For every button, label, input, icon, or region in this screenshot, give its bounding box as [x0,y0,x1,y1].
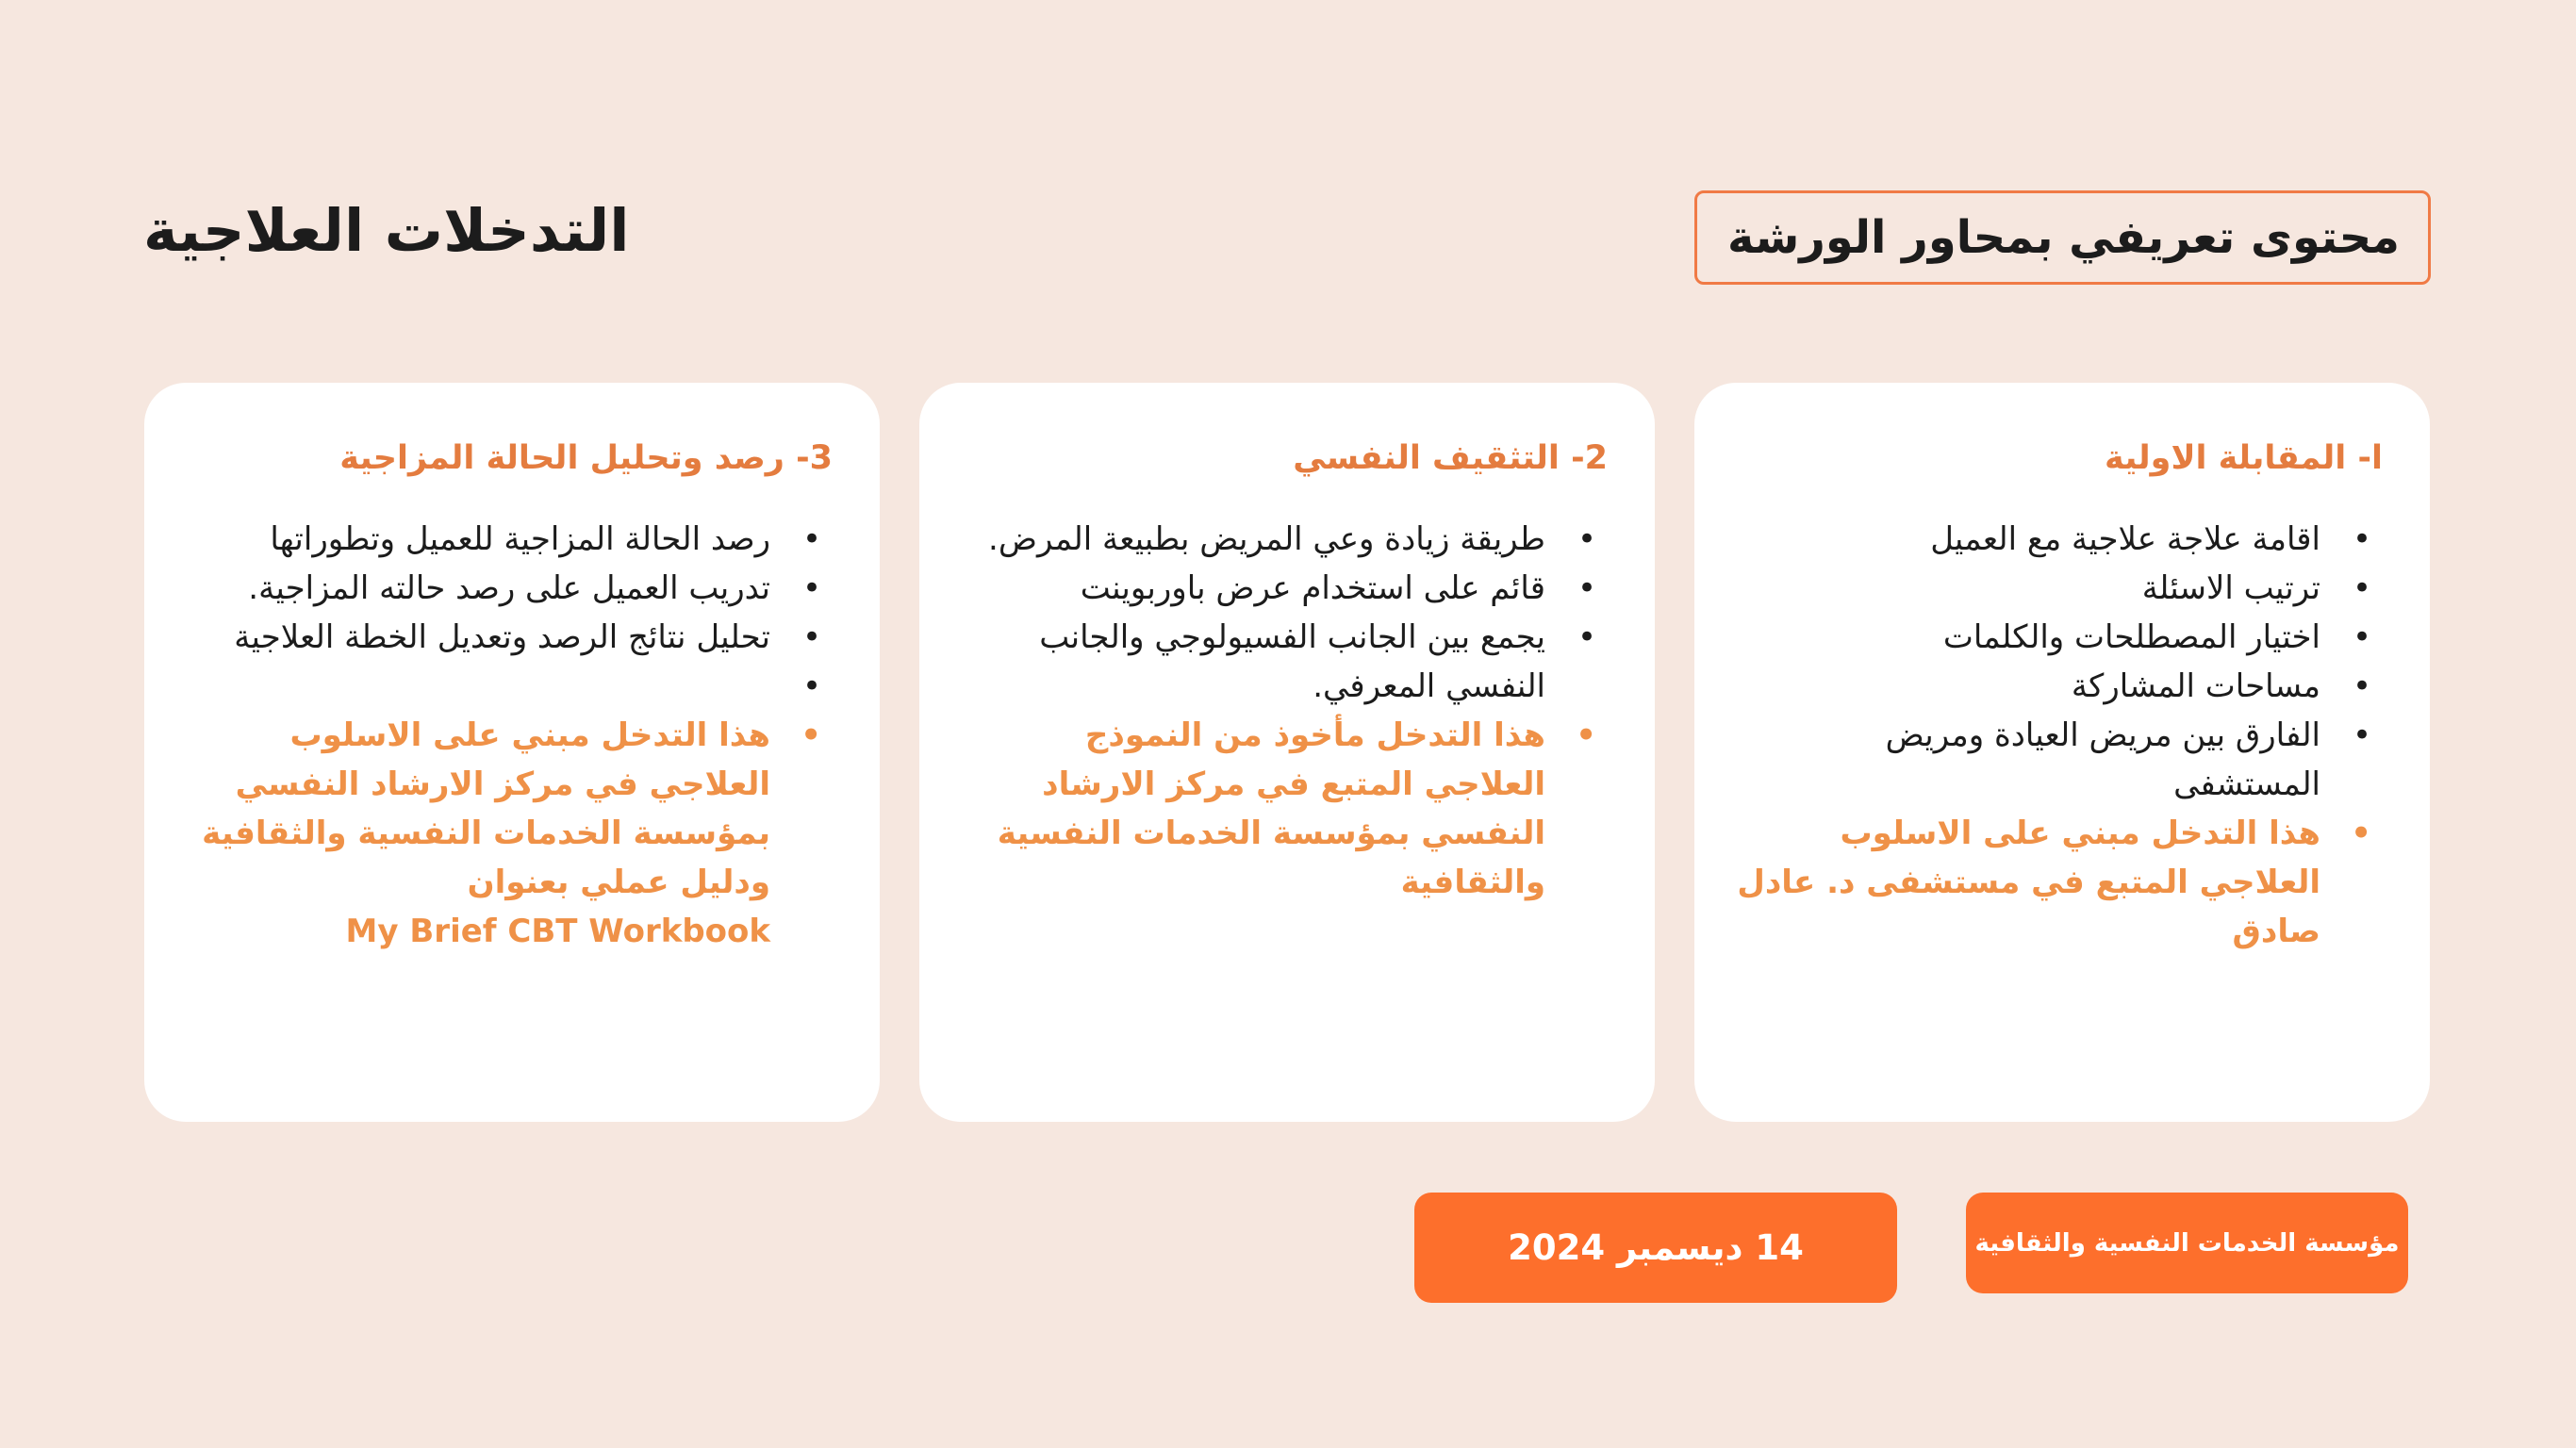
list-item: • تحليل نتائج الرصد وتعديل الخطة العلاجية [182,613,831,662]
list-item: • الفارق بين مريض العيادة ومريض المستشفى [1732,711,2381,809]
card-bullet-list [1732,515,2381,956]
page-title: التدخلات العلاجية [143,196,630,265]
list-item: • رصد الحالة المزاجية للعميل وتطوراتها [182,515,831,564]
list-item: • يجمع بين الجانب الفسيولوجي والجانب النفسي المعرفي. [957,613,1606,711]
list-item: • اختيار المصطلحات والكلمات [1732,613,2381,662]
workbook-title: My Brief CBT Workbook [345,913,770,950]
list-item: • اقامة علاجة علاجية مع العميل [1732,515,2381,564]
date-badge: 14 ديسمبر 2024 [1414,1193,1897,1303]
intervention-note: • هذا التدخل مبني على الاسلوب العلاجي المتبع في مستشفى د. عادل صادق [1732,809,2381,956]
card-title: ا- المقابلة الاولية [2105,439,2383,477]
card-initial-interview [1694,383,2430,1122]
intervention-note: • هذا التدخل مأخوذ من النموذج العلاجي المتبع في مركز الارشاد النفسي بمؤسسة الخدمات النفسية والثقافية [957,711,1606,907]
intervention-note-text: هذا التدخل مبني على الاسلوب العلاجي في مركز الارشاد النفسي بمؤسسة الخدمات النفسية والثقافية ودليل عملي بعنوان [202,716,770,901]
list-item: • تدريب العميل على رصد حالته المزاجية. [182,564,831,613]
card-bullet-list [957,515,1606,907]
intervention-note [182,711,831,956]
card-mood-monitoring [144,383,880,1122]
card-psychoeducation [919,383,1655,1122]
card-title: 3- رصد وتحليل الحالة المزاجية [339,439,833,477]
organization-badge: مؤسسة الخدمات النفسية والثقافية [1966,1193,2408,1293]
card-bullet-list [182,515,831,956]
list-item: • ترتيب الاسئلة [1732,564,2381,613]
list-item: • قائم على استخدام عرض باوربوينت [957,564,1606,613]
subtitle-text: محتوى تعريفي بمحاور الورشة [1726,211,2400,264]
card-title: 2- التثقيف النفسي [1293,439,1608,477]
list-item: • طريقة زيادة وعي المريض بطبيعة المرض. [957,515,1606,564]
subtitle-box [1694,190,2431,285]
empty-list-item [182,662,831,711]
list-item: • مساحات المشاركة [1732,662,2381,711]
